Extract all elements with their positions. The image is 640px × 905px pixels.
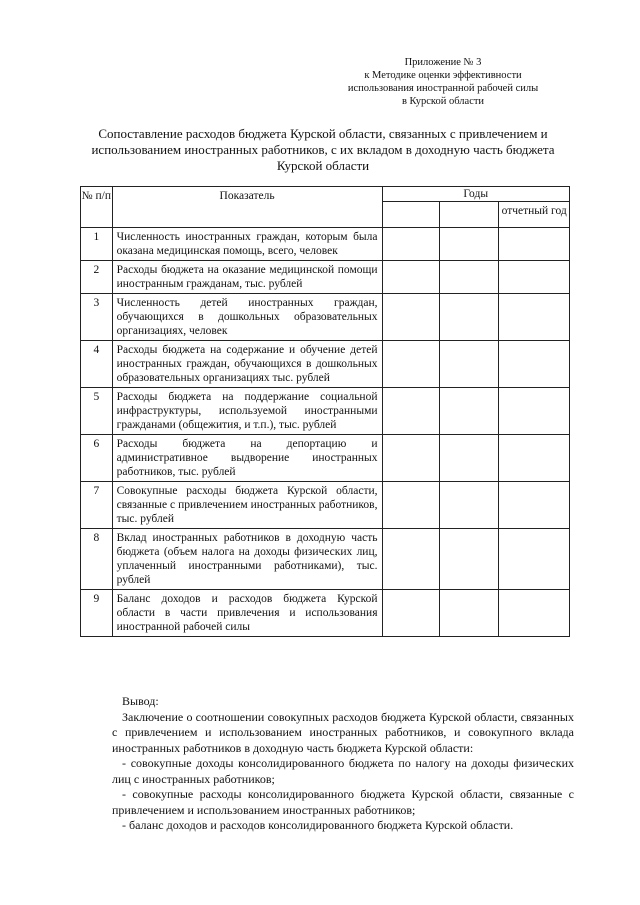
reporting-year-cell (499, 435, 570, 482)
row-number: 9 (81, 590, 113, 637)
indicators-table (80, 186, 570, 637)
conclusion-item-1: - совокупные доходы консолидированного бюджета по налогу на доходы физических лиц с иностранных работников; (112, 756, 574, 786)
row-number: 1 (81, 228, 113, 261)
year-1-cell (382, 529, 440, 590)
table-row (81, 435, 570, 482)
appendix-line-1: Приложение № 3 (404, 57, 482, 68)
conclusion-intro: Заключение о соотношении совокупных расходов бюджета Курской области, связанных с привлечением и использованием иностранных работников, и совокупного вклада иностранных работников в доходную часть бюджета Курской области: (112, 709, 574, 755)
reporting-year-cell (499, 388, 570, 435)
row-indicator-text: Вклад иностранных работников в доходную часть бюджета (объем налога на доходы физических лиц, уплаченный иностранными работниками), тыс. рублей (112, 529, 382, 590)
year-1-cell (382, 590, 440, 637)
year-1-cell (382, 261, 440, 294)
year-column-1 (382, 202, 440, 228)
table-row (81, 294, 570, 341)
reporting-year-cell (499, 228, 570, 261)
conclusion-section (112, 694, 574, 834)
appendix-line-4: в Курской области (401, 96, 485, 107)
row-number: 2 (81, 261, 113, 294)
conclusion-item-2: - совокупные расходы консолидированного бюджета Курской области, связанные с привлечением и использованием иностранных работников; (112, 787, 574, 817)
reporting-year-cell (499, 590, 570, 637)
year-2-cell (440, 228, 499, 261)
year-1-cell (382, 388, 440, 435)
year-1-cell (382, 435, 440, 482)
reporting-year-cell (499, 529, 570, 590)
year-2-cell (440, 529, 499, 590)
row-indicator-text: Численность детей иностранных граждан, обучающихся в дошкольных образовательных организациях, человек (112, 294, 382, 341)
table-row (81, 590, 570, 637)
row-indicator-text: Баланс доходов и расходов бюджета Курской области в части привлечения и использования иностранной рабочей силы (112, 590, 382, 637)
row-indicator-text: Расходы бюджета на поддержание социальной инфраструктуры, используемой иностранными гражданами (общежития, и т.п.), тыс. рублей (112, 388, 382, 435)
year-1-cell (382, 294, 440, 341)
year-1-cell (382, 228, 440, 261)
reporting-year-cell (499, 482, 570, 529)
row-indicator-text: Расходы бюджета на содержание и обучение детей иностранных граждан, обучающихся в дошкольных образовательных организациях тыс. рублей (112, 341, 382, 388)
table-row (81, 261, 570, 294)
year-2-cell (440, 388, 499, 435)
table-row (81, 388, 570, 435)
appendix-header (330, 56, 556, 108)
row-number: 8 (81, 529, 113, 590)
row-indicator-text: Численность иностранных граждан, которым была оказана медицинская помощь, всего, человек (112, 228, 382, 261)
year-1-cell (382, 341, 440, 388)
reporting-year-cell (499, 261, 570, 294)
row-indicator-text: Расходы бюджета на оказание медицинской помощи иностранным гражданам, тыс. рублей (112, 261, 382, 294)
appendix-line-2: к Методике оценки эффективности (364, 70, 522, 81)
year-2-cell (440, 590, 499, 637)
appendix-line-3: использования иностранной рабочей силы (347, 83, 539, 94)
row-number: 5 (81, 388, 113, 435)
year-2-cell (440, 435, 499, 482)
row-number: 3 (81, 294, 113, 341)
column-header-reporting-year: отчетный год (499, 202, 570, 228)
table-row (81, 341, 570, 388)
conclusion-title: Вывод: (122, 694, 159, 708)
year-2-cell (440, 261, 499, 294)
row-indicator-text: Совокупные расходы бюджета Курской области, связанные с привлечением иностранных работников, тыс. рублей (112, 482, 382, 529)
reporting-year-cell (499, 294, 570, 341)
column-header-years: Годы (382, 187, 570, 202)
year-column-2 (440, 202, 499, 228)
table-row (81, 529, 570, 590)
year-2-cell (440, 341, 499, 388)
row-number: 6 (81, 435, 113, 482)
document-title: Сопоставление расходов бюджета Курской области, связанных с привлечением и использованием иностранных работников, с их вкладом в доходную часть бюджета Курской области (91, 126, 555, 173)
column-header-number: № п/п (81, 187, 113, 228)
table-row (81, 482, 570, 529)
conclusion-item-3: - баланс доходов и расходов консолидированного бюджета Курской области. (122, 818, 514, 832)
year-2-cell (440, 294, 499, 341)
reporting-year-cell (499, 341, 570, 388)
year-1-cell (382, 482, 440, 529)
table-header-row (81, 187, 570, 202)
column-header-indicator: Показатель (112, 187, 382, 228)
row-indicator-text: Расходы бюджета на депортацию и административное выдворение иностранных работников, тыс. рублей (112, 435, 382, 482)
row-number: 7 (81, 482, 113, 529)
table-row (81, 228, 570, 261)
row-number: 4 (81, 341, 113, 388)
year-2-cell (440, 482, 499, 529)
